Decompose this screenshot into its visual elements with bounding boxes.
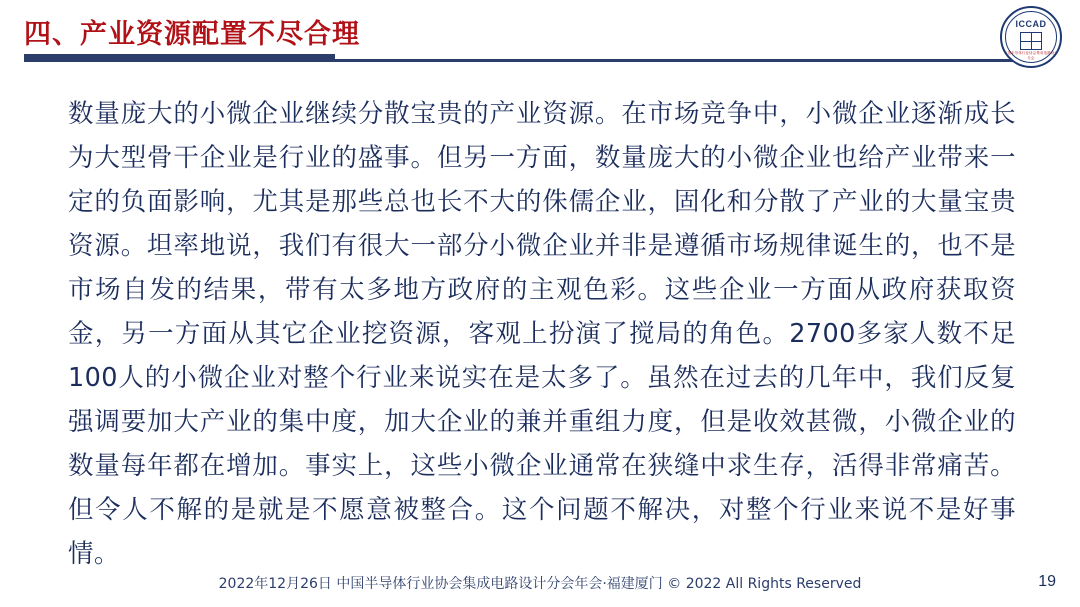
title-divider-short	[24, 54, 335, 59]
iccad-logo	[1000, 6, 1062, 68]
body-paragraph: 数量庞大的小微企业继续分散宝贵的产业资源。在市场竞争中，小微企业逐渐成长为大型骨干企业是行业的盛事。但另一方面，数量庞大的小微企业也给产业带来一定的负面影响，尤其是那些总也长不大的侏儒企业，固化和分散了产业的大量宝贵资源。坦率地说，我们有很大一部分小微企业并非是遵循市场规律诞生的，也不是市场自发的结果，带有太多地方政府的主观色彩。这些企业一方面从政府获取资金，另一方面从其它企业挖资源，客观上扮演了搅局的角色。2700多家人数不足100人的小微企业对整个行业来说实在是太多了。虽然在过去的几年中，我们反复强调要加大产业的集中度，加大企业的兼并重组力度，但是收效甚微，小微企业的数量每年都在增加。事实上，这些小微企业通常在狭缝中求生存，活得非常痛苦。但令人不解的是就是不愿意被整合。这个问题不解决，对整个行业来说不是好事情。	[68, 99, 1016, 569]
page-number: 19	[1038, 573, 1056, 590]
footer-text: 2022年12月26日 中国半导体行业协会集成电路设计分会年会·福建厦门 © 2022 All Rights Reserved	[218, 576, 862, 592]
slide-footer	[0, 573, 1080, 597]
logo-subtitle: 中国半导体行业协会集成电路设计分会	[1003, 51, 1059, 60]
chip-icon	[1020, 32, 1042, 50]
slide-header	[0, 0, 1080, 72]
logo-label: ICCAD	[1015, 19, 1047, 29]
page-title: 四、产业资源配置不尽合理	[24, 19, 360, 49]
title-divider-long	[24, 59, 1050, 62]
